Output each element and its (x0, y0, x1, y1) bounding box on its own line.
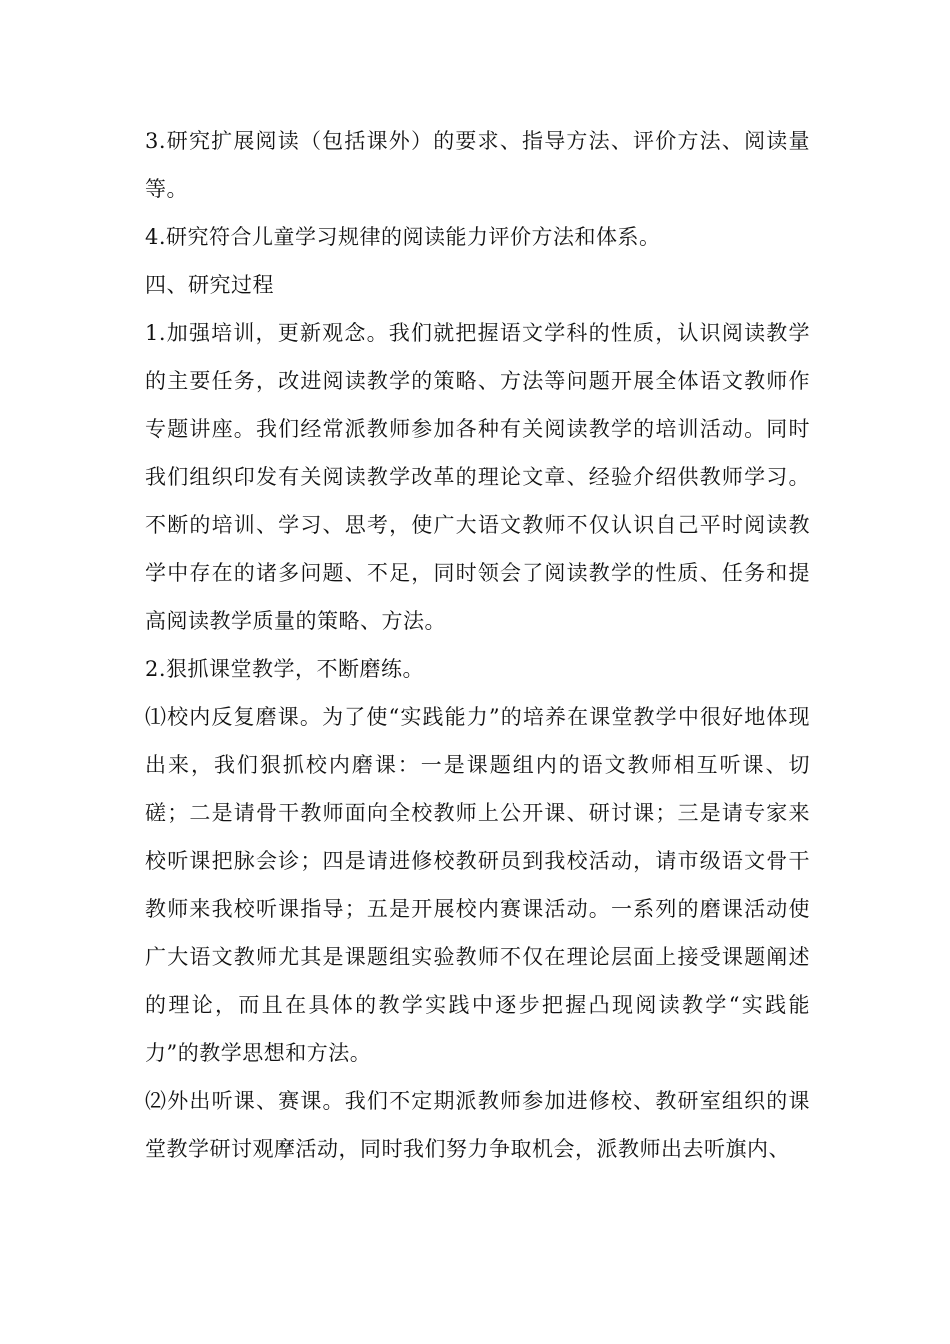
paragraph-research-item-4: 4.研究符合儿童学习规律的阅读能力评价方法和体系。 (145, 225, 661, 249)
paragraph-external-lessons: ⑵外出听课、赛课。我们不定期派教师参加进修校、教研室组织的课堂教学研讨观摩活动，同时我们努力争取机会，派教师出去听旗内、 (145, 1089, 810, 1161)
paragraph-in-school-lessons: ⑴校内反复磨课。为了使“实践能力”的培养在课堂教学中很好地体现出来，我们狠抓校内磨课：一是课题组内的语文教师相互听课、切磋；二是请骨干教师面向全校教师上公开课、研讨课；三是请专家来校听课把脉会诊；四是请进修校教研员到我校活动，请市级语文骨干教师来我校听课指导；五是开展校内赛课活动。一系列的磨课活动使广大语文教师尤其是课题组实验教师不仅在理论层面上接受课题阐述的理论，而且在具体的教学实践中逐步把握凸现阅读教学“实践能力”的教学思想和方法。 (145, 705, 810, 1065)
document-body (145, 117, 810, 1173)
paragraph-training: 1.加强培训，更新观念。我们就把握语文学科的性质，认识阅读教学的主要任务，改进阅读教学的策略、方法等问题开展全体语文教师作专题讲座。我们经常派教师参加各种有关阅读教学的培训活动。同时我们组织印发有关阅读教学改革的理论文章、经验介绍供教师学习。不断的培训、学习、思考，使广大语文教师不仅认识自己平时阅读教学中存在的诸多问题、不足，同时领会了阅读教学的性质、任务和提高阅读教学质量的策略、方法。 (145, 321, 810, 633)
paragraph-research-item-3: 3.研究扩展阅读（包括课外）的要求、指导方法、评价方法、阅读量等。 (145, 129, 810, 201)
section-heading-research-process: 四、研究过程 (145, 273, 274, 297)
paragraph-classroom-teaching: 2.狠抓课堂教学，不断磨练。 (145, 657, 425, 681)
